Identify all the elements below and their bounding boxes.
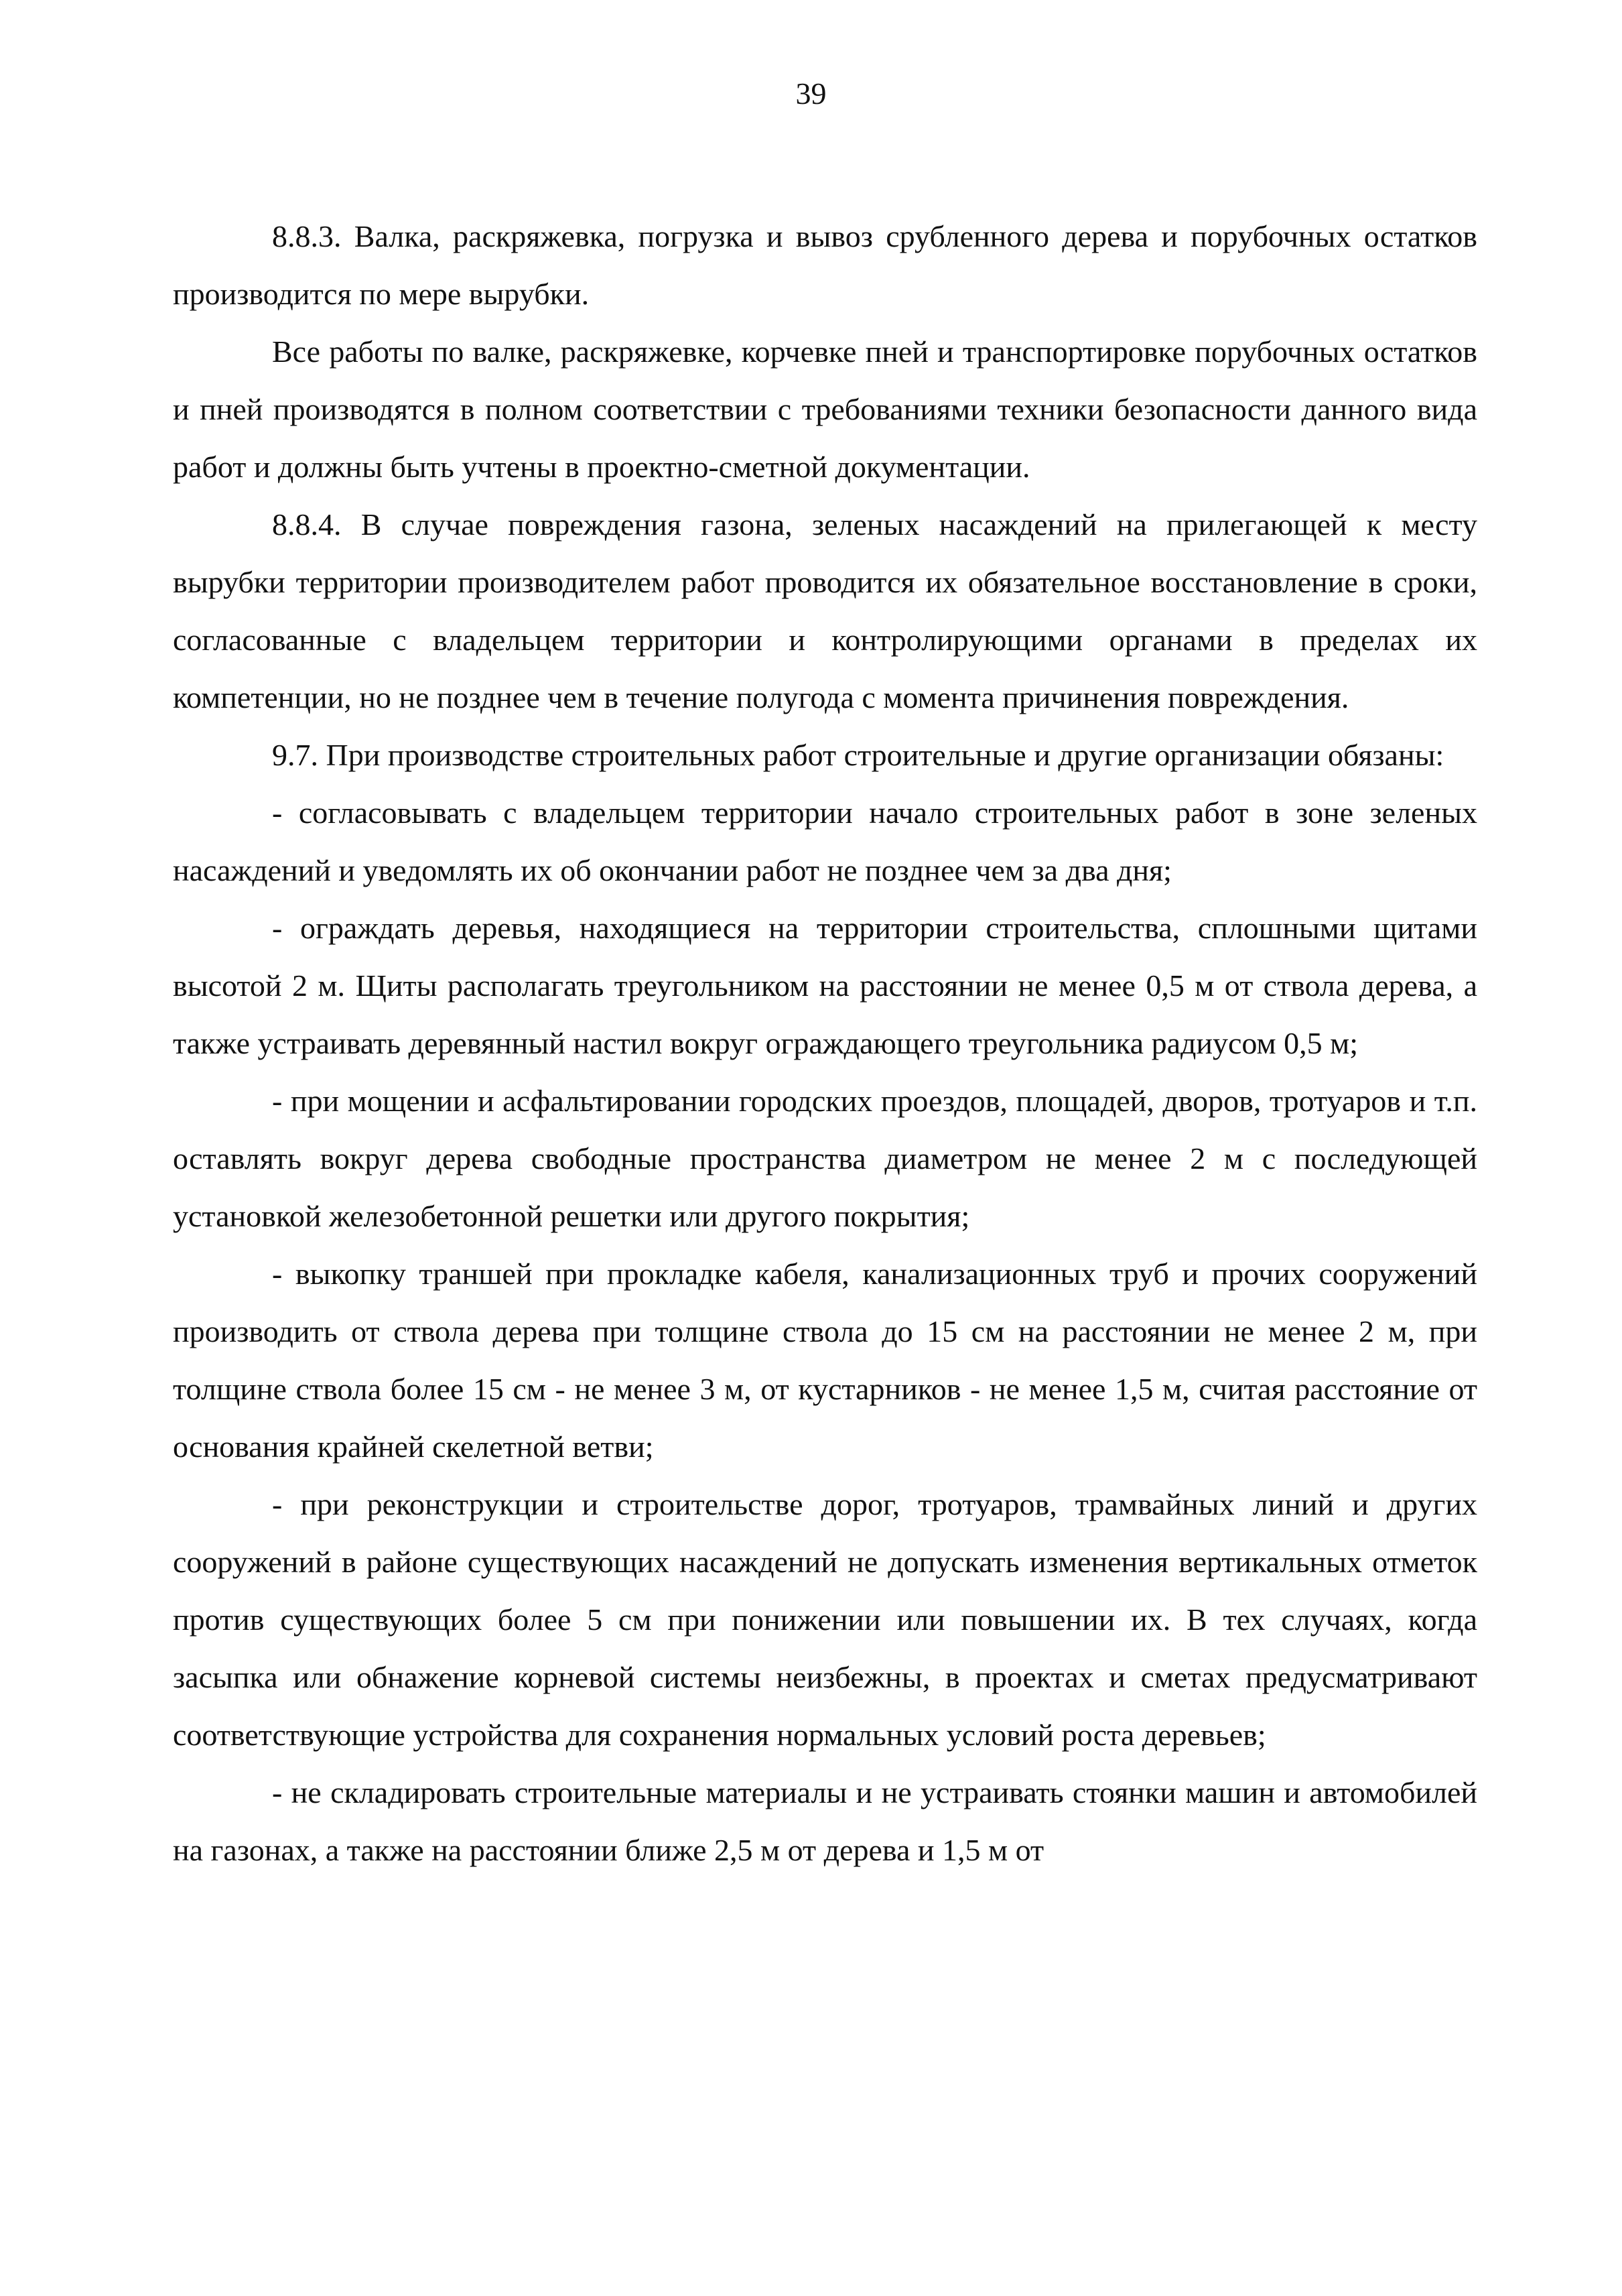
paragraph-8-8-3: 8.8.3. Валка, раскряжевка, погрузка и вывоз срубленного дерева и порубочных остатков производится по мере вырубки.: [173, 219, 1477, 311]
page-number: 39: [795, 76, 827, 111]
list-item-road-construction: - при реконструкции и строительстве дорог, тротуаров, трамвайных линий и других сооружений в районе существующих насаждений не допускать изменения вертикальных отметок против существующих более 5 см при понижении или повышении их. В тех случаях, когда засыпка или обнажение корневой системы неизбежны, в проектах и сметах предусматривают соответствующие устройства для сохранения нормальных условий роста деревьев;: [173, 1487, 1477, 1752]
list-item-trenches: - выкопку траншей при прокладке кабеля, канализационных труб и прочих сооружений производить от ствола дерева при толщине ствола до 15 см на расстоянии не менее 2 м, при толщине ствола более 15 см - не менее 3 м, от кустарников - не менее 1,5 м, считая расстояние от основания крайней скелетной ветви;: [173, 1257, 1477, 1464]
list-item-fence-trees: - ограждать деревья, находящиеся на территории строительства, сплошными щитами высотой 2 м. Щиты располагать треугольником на расстоянии не менее 0,5 м от ствола дерева, а также устраивать деревянный настил вокруг ограждающего треугольника радиусом 0,5 м;: [173, 911, 1477, 1060]
list-item-paving: - при мощении и асфальтировании городских проездов, площадей, дворов, тротуаров и т.п. оставлять вокруг дерева свободные пространства диаметром не менее 2 м с последующей установкой железобетонной решетки или другого покрытия;: [173, 1084, 1477, 1233]
paragraph-felling-safety: Все работы по валке, раскряжевке, корчевке пней и транспортировке порубочных остатков и пней производятся в полном соответствии с требованиями техники безопасности данного вида работ и должны быть учтены в проектно-сметной документации.: [173, 334, 1477, 484]
paragraph-9-7: 9.7. При производстве строительных работ строительные и другие организации обязаны:: [272, 738, 1444, 772]
list-item-no-storage: - не складировать строительные материалы и не устраивать стоянки машин и автомобилей на газонах, а также на расстоянии ближе 2,5 м от дерева и 1,5 м от: [173, 1775, 1477, 1867]
document-body: [173, 208, 1477, 1879]
list-item-agree-owner: - согласовывать с владельцем территории начало строительных работ в зоне зеленых насаждений и уведомлять их об окончании работ не позднее чем за два дня;: [173, 795, 1477, 887]
paragraph-8-8-4: 8.8.4. В случае повреждения газона, зеленых насаждений на прилегающей к месту вырубки территории производителем работ проводится их обязательное восстановление в сроки, согласованные с владельцем территории и контролирующими органами в пределах их компетенции, но не позднее чем в течение полугода с момента причинения повреждения.: [173, 507, 1477, 714]
